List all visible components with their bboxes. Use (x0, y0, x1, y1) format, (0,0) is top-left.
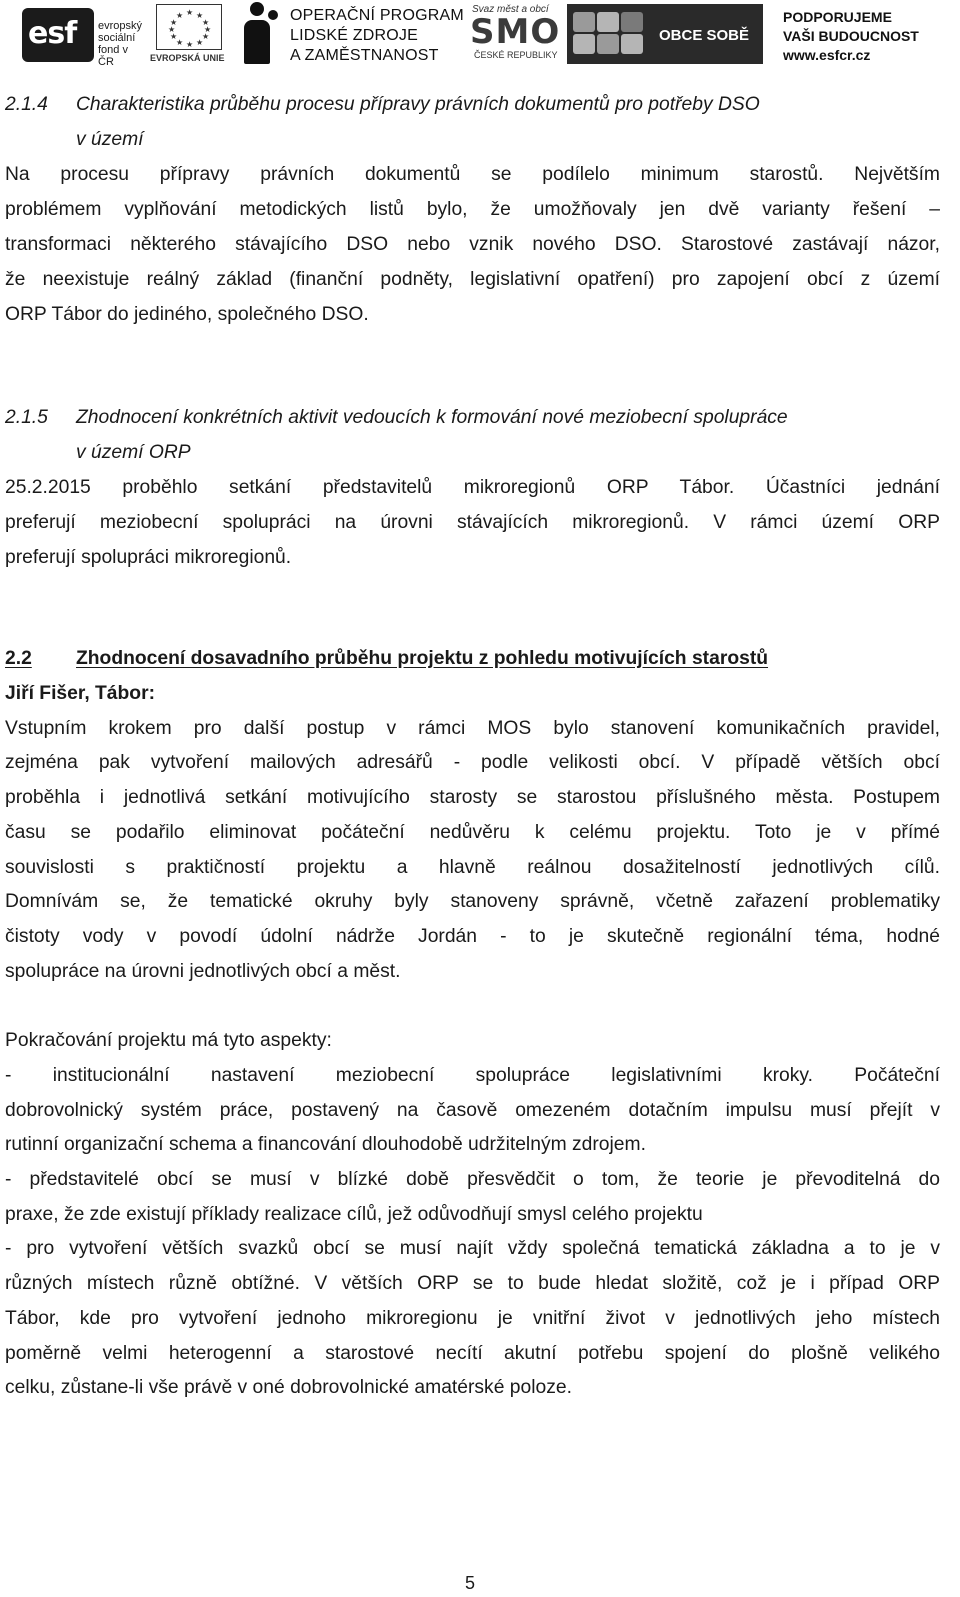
paragraph-line: že neexistuje reálný základ (finanční podněty, legislativní opatření) pro zapojení obcí z území (5, 269, 940, 290)
paragraph-line: problémem vyplňování metodických listů bylo, že umožňovaly jen dvě varianty řešení – (5, 199, 940, 220)
section-22-heading (5, 644, 940, 674)
paragraph-line: preferují spolupráci mikroregionů. (5, 547, 292, 568)
section-214-title-line1: Charakteristika průběhu procesu přípravy právních dokumentů pro potřeby DSO (76, 94, 760, 115)
section-215-title-line2: v území ORP (76, 442, 191, 463)
eu-logo (150, 0, 230, 68)
aspect-line: rutinní organizační schema a financování dlouhodobě udržitelným zdrojem. (5, 1134, 646, 1155)
paragraph-line: Na procesu přípravy právních dokumentů se podílelo minimum starostů. Největším (5, 164, 940, 185)
paragraph-line: spolupráce na úrovni jednotlivých obcí a měst. (5, 961, 401, 982)
esf-logo-text: esf (28, 16, 77, 51)
paragraph-line: 25.2.2015 proběhlo setkání představitelů mikroregionů ORP Tábor. Účastníci jednání (5, 477, 940, 498)
esf-logo-mark (22, 8, 94, 62)
paragraph-line: ORP Tábor do jediného, společného DSO. (5, 304, 369, 325)
header-logo-bar (0, 0, 960, 72)
aspect-line: - institucionální nastavení meziobecní spolupráce legislativními kroky. Počáteční (5, 1065, 940, 1086)
aspects-intro: Pokračování projektu má tyto aspekty: (5, 1030, 332, 1051)
oplz-figures-icon (244, 2, 284, 64)
paragraph-line: zejména pak vytvoření mailových adresářů - podle velikosti obcí. V případě větších obcí (5, 752, 940, 773)
eu-flag-icon: ★ ★ ★ ★ ★ ★ ★ ★ ★ ★ ★ ★ (156, 4, 222, 50)
eu-logo-caption: EVROPSKÁ UNIE (150, 53, 225, 63)
smo-logo-top: Svaz měst a obcí (472, 4, 549, 15)
section-215-title-line1: Zhodnocení konkrétních aktivit vedoucích k formování nové meziobecní spolupráce (76, 407, 788, 428)
oplz-logo (244, 0, 469, 68)
paragraph-line: čistoty vody v povodí údolní nádrže Jordán - to je skutečně regionální téma, hodné (5, 926, 940, 947)
paragraph-line: transformaci některého stávajícího DSO nebo vznik nového DSO. Starostové zastávají názor, (5, 234, 940, 255)
section-215-heading (5, 403, 940, 433)
aspect-line: různých místech různě obtížné. V větších ORP se to bude hledat složitě, což je i případ ORP (5, 1273, 940, 1294)
aspect-line: poměrně velmi heterogenní a starostové necítí akutní potřebu spojení do plošně velikého (5, 1343, 940, 1364)
paragraph-line: času se podařilo eliminovat počáteční nedůvěru k celému projektu. Toto je v přímé (5, 822, 940, 843)
author-name: Jiří Fišer, Tábor: (5, 683, 156, 704)
podporujeme-text: PODPORUJEME VAŠI BUDOUCNOST www.esfcr.cz (783, 9, 919, 63)
paragraph-line: Domnívám se, že tematické okruhy byly stanoveny správně, včetně zařazení problematiky (5, 891, 940, 912)
puzzle-icon (573, 12, 643, 56)
paragraph-line: preferují meziobecní spolupráci na úrovni stávajících mikroregionů. V rámci území ORP (5, 512, 940, 533)
paragraph-line: Vstupním krokem pro další postup v rámci MOS bylo stanovení komunikačních pravidel, (5, 718, 940, 739)
page-number: 5 (464, 1573, 475, 1593)
aspect-line: praxe, že zde existují příklady realizace cílů, jež odůvodňují smysl celého projektu (5, 1204, 703, 1225)
smo-logo-mark: SMO (470, 12, 561, 52)
section-214-number: 2.1.4 (5, 94, 48, 115)
section-215-number: 2.1.5 (5, 407, 48, 428)
paragraph-line: souvislosti s praktičností projektu a hlavně reálnou dosažitelností jednotlivých cílů. (5, 857, 940, 878)
aspect-line: - pro vytvoření větších svazků obcí se musí najít vždy společná tematická základna a to je v (5, 1238, 940, 1259)
aspect-line: dobrovolnický systém práce, postavený na časově omezeném dotačním impulsu musí přejít v (5, 1100, 940, 1121)
smo-logo (470, 0, 560, 68)
esf-logo-caption: evropský sociální fond v ČR (98, 20, 143, 68)
esf-logo (20, 0, 145, 68)
obce-sobe-logo (567, 0, 763, 68)
aspect-line: - představitelé obcí se musí v blízké době přesvědčit o tom, že teorie je převoditelná do (5, 1169, 940, 1190)
section-22-title: Zhodnocení dosavadního průběhu projektu z pohledu motivujících starostů (76, 648, 769, 669)
section-22-number: 2.2 (5, 648, 32, 669)
aspect-line: celku, zůstane-li vše právě v oné dobrovolnické amatérské poloze. (5, 1377, 572, 1398)
obce-sobe-box (567, 4, 763, 64)
oplz-logo-text: OPERAČNÍ PROGRAM LIDSKÉ ZDROJE A ZAMĚSTNANOST (290, 7, 464, 64)
obce-sobe-text: OBCE SOBĚ (659, 27, 750, 44)
smo-logo-bottom: ČESKÉ REPUBLIKY (474, 50, 558, 60)
aspect-line: Tábor, kde pro vytvoření jednoho mikroregionu je vnitřní život v jednotlivých jeho místech (5, 1308, 940, 1329)
podporujeme-logo (783, 0, 933, 68)
section-214-heading (5, 90, 940, 120)
section-214-title-line2: v území (76, 129, 144, 150)
paragraph-line: proběhla i jednotlivá setkání motivujícího starosty se starostou příslušného města. Postupem (5, 787, 940, 808)
